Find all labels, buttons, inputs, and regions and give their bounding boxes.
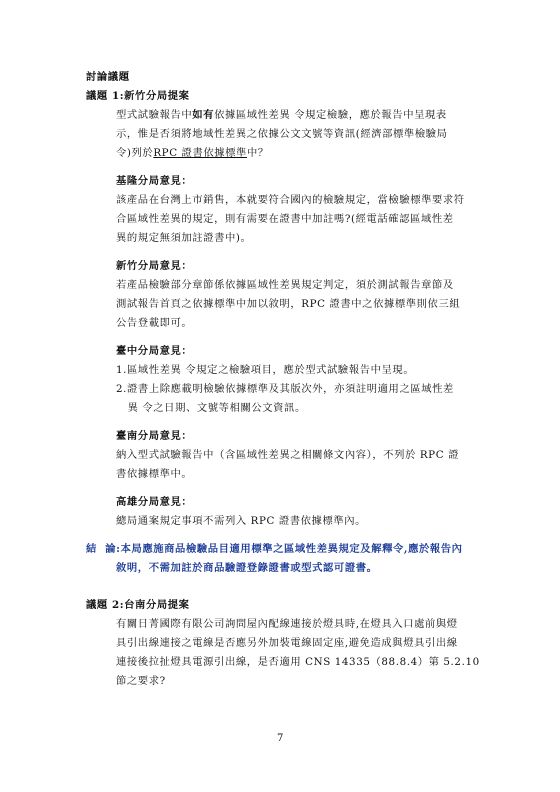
page-number: 7	[277, 733, 284, 744]
section-heading: 討論議題	[86, 71, 130, 83]
opinion-line: 書依據標準中。	[116, 468, 193, 480]
topic2-body-line: 有關日菁國際有限公司詢問屋內配線連接於燈具時,在燈具入口處前與燈	[116, 618, 458, 630]
topic1-title: 議題 1:新竹分局提案	[86, 90, 190, 102]
topic2-title: 議題 2:台南分局提案	[86, 599, 190, 611]
opinion-line: 2.證書上除應載明檢驗依據標準及其版次外，亦須註明適用之區域性差	[116, 383, 454, 395]
opinion-title-keelung: 基隆分局意見：	[116, 175, 193, 187]
opinion-line: 異的規定無須加註證書中)。	[116, 232, 252, 244]
opinion-line: 測試報告首頁之依據標準中加以敘明，RPC 證書中之依據標準則依三組	[116, 298, 461, 310]
opinion-line: 若產品檢驗部分章節係依據區域性差異規定判定，須於測試報告章節及	[116, 279, 454, 291]
topic1-body-line: 型式試驗報告中如有依據區域性差異 令規定檢驗，應於報告中呈現表	[116, 109, 447, 121]
opinion-line: 公告登載即可。	[116, 317, 193, 329]
opinion-line: 異 令之日期、文號等相關公文資訊。	[116, 402, 306, 414]
opinion-line: 納入型式試驗報告中（含區域性差異之相關條文內容），不列於 RPC 證	[116, 449, 459, 461]
opinion-line: 1.區域性差異 令規定之檢驗項目，應於型式試驗報告中呈現。	[116, 364, 415, 376]
topic1-body-line: 令)列於RPC 證書依據標準中？	[116, 147, 269, 159]
opinion-title-taichung: 臺中分局意見：	[116, 345, 193, 357]
topic2-body-line: 連接後拉扯燈具電源引出線，是否適用 CNS 14335（88.8.4）第 5.2.10	[116, 656, 480, 668]
opinion-title-hsinchu: 新竹分局意見：	[116, 260, 193, 272]
conclusion-line: 敘明，不需加註於商品驗證登錄證書或型式認可證書。	[116, 562, 378, 574]
opinion-title-tainan: 臺南分局意見：	[116, 430, 193, 442]
topic2-body-line: 節之要求?	[116, 675, 166, 687]
topic1-body-line: 示，惟是否須將地域性差異之依據公文文號等資訊(經濟部標準檢驗局	[116, 128, 448, 140]
opinion-line: 該產品在台灣上市銷售，本就要符合國內的檢驗規定，當檢驗標準要求符	[116, 194, 465, 206]
topic2-body-line: 具引出線連接之電線是否應另外加裝電線固定座,避免造成與燈具引出線	[116, 637, 458, 649]
opinion-title-kaohsiung: 高雄分局意見：	[116, 496, 193, 508]
opinion-line: 合區域性差異的規定，則有需要在證書中加註嗎?(經電話確認區域性差	[116, 213, 454, 225]
opinion-line: 總局通案規定事項不需列入 RPC 證書依據標準內。	[116, 515, 367, 527]
conclusion-line: 結 論:本局應施商品檢驗品目適用標準之區域性差異規定及解釋令,應於報告內	[86, 543, 463, 555]
